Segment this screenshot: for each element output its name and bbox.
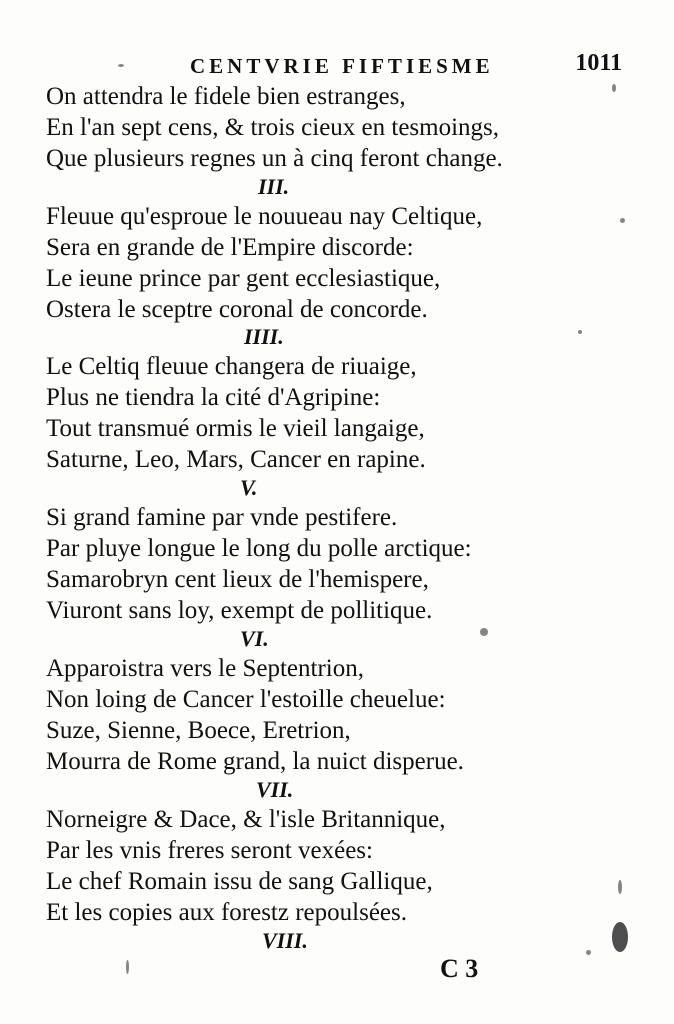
ink-speck: [612, 84, 616, 92]
ink-speck: [480, 628, 488, 636]
quatrain-numeral: VII.: [256, 777, 294, 802]
verse-line: Suze, Sienne, Boece, Eretrion,: [46, 717, 351, 744]
verse-line: En l'an sept cens, & trois cieux en tesmoings,: [46, 114, 500, 141]
verse-line: Non loing de Cancer l'estoille cheuelue:: [46, 686, 446, 713]
ink-speck: [578, 330, 582, 334]
quatrain-numeral: VI.: [240, 626, 269, 651]
verse-line: Mourra de Rome grand, la nuict disperue.: [46, 748, 464, 775]
verse-line: Ostera le sceptre coronal de concorde.: [46, 296, 428, 323]
ink-speck: [618, 880, 622, 894]
verse-line: Tout transmué ormis le vieil langaige,: [46, 415, 425, 442]
running-head: CENTVRIE FIFTIESME: [190, 54, 494, 78]
verse-line: Le Celtiq fleuue changera de riuaige,: [46, 353, 417, 380]
verse-line: Saturne, Leo, Mars, Cancer en rapine.: [46, 446, 426, 473]
verse-line: Par les vnis freres seront vexées:: [46, 837, 373, 864]
verse-line: Le chef Romain issu de sang Gallique,: [46, 868, 433, 895]
verse-line: Viuront sans loy, exempt de pollitique.: [46, 597, 433, 624]
quatrain-numeral: IIII.: [244, 324, 284, 349]
ink-speck: [620, 218, 625, 223]
signature-mark: C 3: [440, 954, 479, 983]
ink-speck: [586, 950, 591, 955]
verse-line: Par pluye longue le long du polle arctique:: [46, 535, 472, 562]
verse-line: Fleuue qu'esproue le nouueau nay Celtique,: [46, 203, 483, 230]
verse-line: Que plusieurs regnes un à cinq feront change.: [46, 145, 503, 172]
quatrain-numeral: V.: [240, 475, 258, 500]
page-header: [180, 50, 630, 84]
verse-line: Samarobryn cent lieux de l'hemispere,: [46, 566, 429, 593]
verse-line: On attendra le fidele bien estranges,: [46, 83, 406, 110]
verse-line: Sera en grande de l'Empire discorde:: [46, 234, 414, 261]
verse-line: Apparoistra vers le Septentrion,: [46, 655, 364, 682]
verse-line: Plus ne tiendra la cité d'Agripine:: [46, 384, 381, 411]
verse-line: Et les copies aux forestz repoulsées.: [46, 899, 407, 926]
ink-blot: [612, 922, 628, 952]
page-number: 1011: [575, 50, 622, 76]
verse-line: Le ieune prince par gent ecclesiastique,: [46, 265, 441, 292]
verse-line: Si grand famine par vnde pestifere.: [46, 504, 398, 531]
quatrain-numeral: VIII.: [262, 928, 308, 953]
quatrain-numeral: III.: [258, 174, 290, 199]
ink-speck: [126, 960, 129, 974]
ink-speck: [118, 64, 124, 67]
verse-line: Norneigre & Dace, & l'isle Britannique,: [46, 806, 446, 833]
